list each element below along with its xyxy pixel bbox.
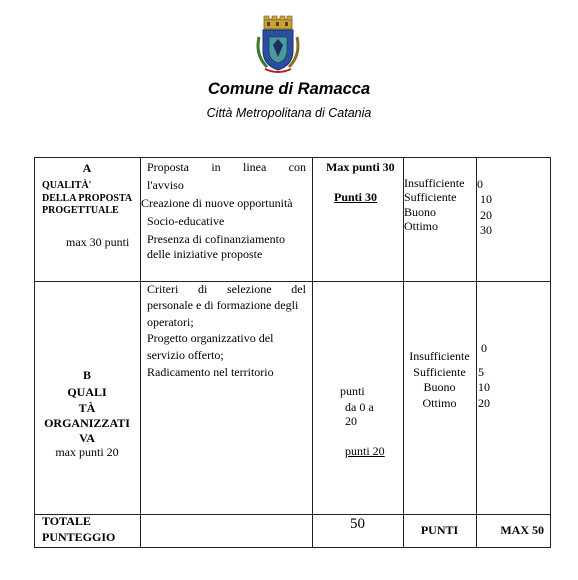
evaluation-table (34, 157, 551, 548)
row-b-criteria-line-4: Progetto organizzativo del (147, 331, 274, 345)
row-b-level-1: Insufficiente (409, 349, 470, 363)
row-b-code: B (82, 368, 91, 382)
row-b-label-3: ORGANIZZATI (44, 416, 130, 430)
row-b-label-2: TÀ (78, 401, 96, 415)
row-b-points: punti 20 (345, 444, 385, 458)
row-a-criteria-line-5: Presenza di cofinanziamento (147, 232, 285, 246)
row-a-level-2: Sufficiente (404, 190, 457, 204)
row-b-level-3: Buono (423, 380, 456, 394)
row-b-max: max punti 20 (55, 445, 119, 459)
row-a-criteria-line-2: l'avviso (147, 178, 184, 192)
word: Criteri (147, 282, 179, 296)
page-title: Comune di Ramacca (207, 80, 371, 98)
row-b-criteria-line-3: operatori; (147, 315, 194, 329)
row-a-criteria-line-4: Socio-educative (147, 214, 225, 228)
row-a-score-1: 0 (477, 177, 483, 191)
row-b-label-4: VA (79, 431, 95, 445)
row-a-points-max: Max punti 30 (326, 160, 395, 174)
row-a-level-3: Buono (404, 205, 437, 219)
row-b-points-line-1: punti (340, 384, 365, 398)
total-punti-label: PUNTI (420, 523, 459, 537)
row-b-level-2: Sufficiente (413, 365, 466, 379)
row-b-score-1: 0 (481, 341, 487, 355)
row-b-criteria-line-2: personale e di formazione degli (147, 298, 299, 312)
row-b-score-2: 5 (478, 365, 484, 379)
total-label-1: TOTALE (42, 514, 91, 528)
row-a-criteria-line-3: Creazione di nuove opportunità (141, 196, 293, 210)
word: del (291, 282, 306, 296)
row-b-level-4: Ottimo (422, 396, 457, 410)
row-b-score-3: 10 (478, 380, 490, 394)
word: selezione (226, 282, 272, 296)
row-a-points: Punti 30 (334, 190, 378, 204)
total-value: 50 (350, 516, 365, 532)
row-b-criteria-line-1 (147, 282, 306, 297)
page-subtitle: Città Metropolitana di Catania (206, 106, 372, 120)
row-b-criteria-line-5: servizio offerto; (147, 348, 224, 362)
row-a-level-1: Insufficiente (404, 176, 465, 190)
row-a-score-2: 10 (480, 192, 492, 206)
word: con (288, 160, 306, 174)
row-b-points-line-3: 20 (345, 414, 357, 428)
row-a-criteria-line-6: delle iniziative proposte (147, 247, 263, 261)
row-b-label-1: QUALI (67, 385, 107, 399)
row-a-score-4: 30 (480, 223, 492, 237)
row-b-criteria-line-6: Radicamento nel territorio (147, 365, 274, 379)
row-a-label-2: DELLA PROPOSTA (42, 193, 133, 204)
row-a-criteria-line-1 (147, 160, 306, 175)
total-max: MAX 50 (500, 523, 544, 537)
word: di (197, 282, 208, 296)
total-label-2: PUNTEGGIO (42, 530, 116, 544)
municipal-crest-logo (251, 15, 305, 75)
word: Proposta (147, 160, 189, 174)
word: linea (243, 160, 267, 174)
row-a-max: max 30 punti (66, 235, 130, 249)
row-a-label-3: PROGETTUALE (42, 205, 119, 216)
row-b-score-4: 20 (478, 396, 490, 410)
row-a-level-4: Ottimo (404, 219, 439, 233)
row-a-label-1: QUALITÀ' (42, 180, 92, 191)
row-a-score-3: 20 (480, 208, 492, 222)
row-a-code: A (82, 161, 92, 175)
word: in (211, 160, 221, 174)
row-b-points-line-2: da 0 a (345, 400, 374, 414)
